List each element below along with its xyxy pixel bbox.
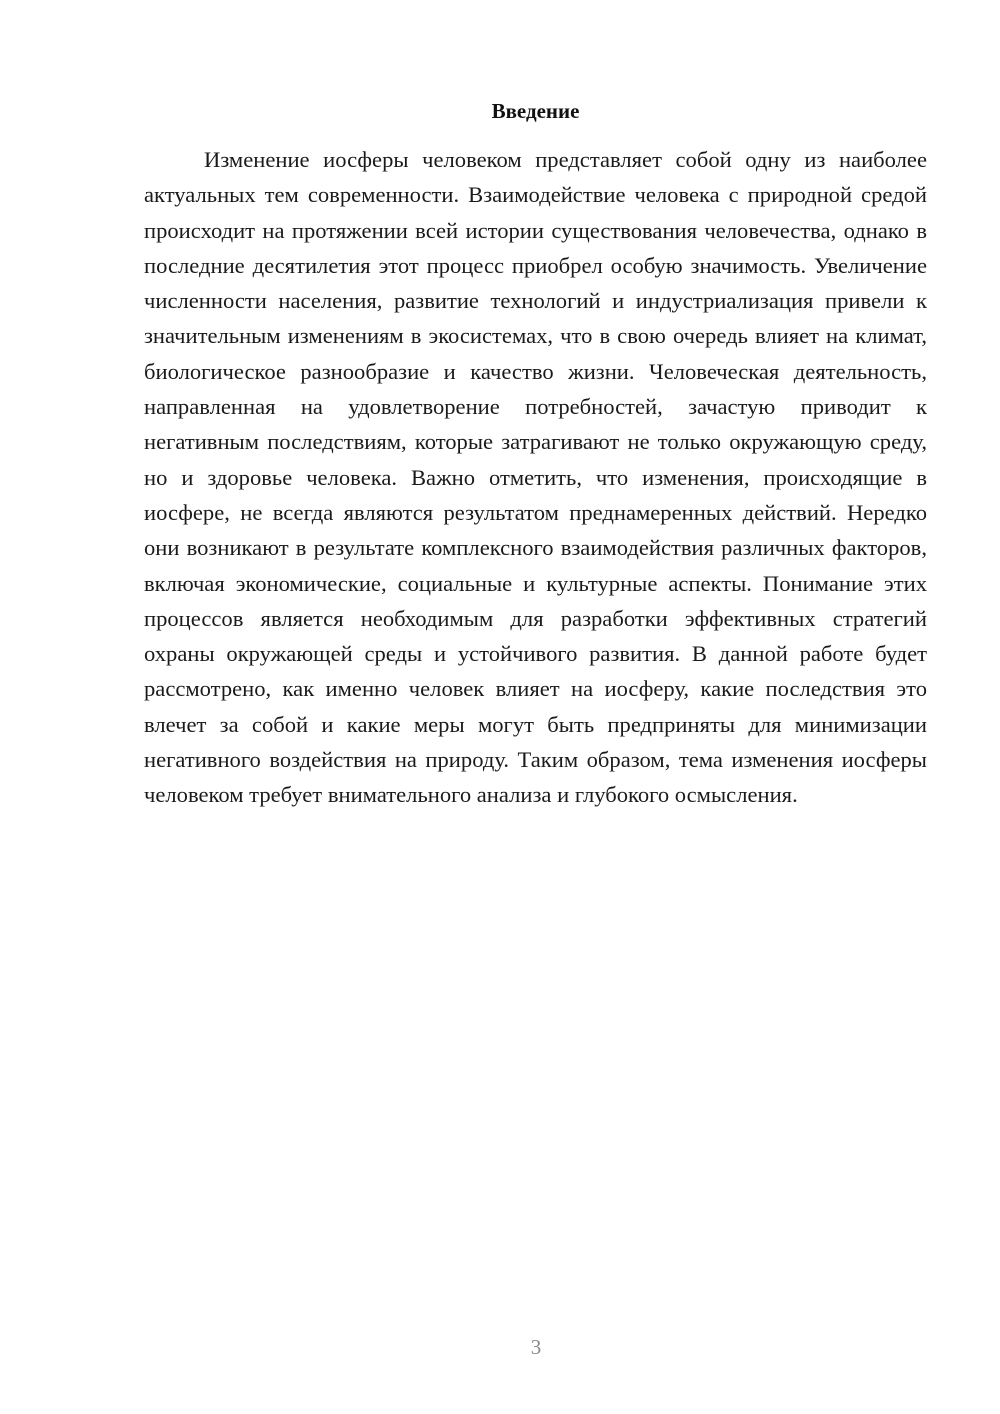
- section-heading: Введение: [491, 99, 580, 123]
- introduction-paragraph: Изменение иосферы человеком представляет собой одну из наиболее актуальных тем современности. Взаимодействие человека с природной средой происходит на протяжении всей истории существования человечества, однако в последние десятилетия этот процесс приобрел особую значимость. Увеличение численности населения, развитие технологий и индустриализация привели к значительным изменениям в экосистемах, что в свою очередь влияет на климат, биологическое разнообразие и качество жизни. Человеческая деятельность, направленная на удовлетворение потребностей, зачастую приводит к негативным последствиям, которые затрагивают не только окружающую среду, но и здоровье человека. Важно отметить, что изменения, происходящие в иосфере, не всегда являются результатом преднамеренных действий. Нередко они возникают в результате комплексного взаимодействия различных факторов, включая экономические, социальные и культурные аспекты. Понимание этих процессов является необходимым для разработки эффективных стратегий охраны окружающей среды и устойчивого развития. В данной работе будет рассмотрено, как именно человек влияет на иосферу, какие последствия это влечет за собой и какие меры могут быть предприняты для минимизации негативного воздействия на природу. Таким образом, тема изменения иосферы человеком требует внимательного анализа и глубокого осмысления.: [144, 147, 927, 808]
- page-number: 3: [530, 1335, 542, 1359]
